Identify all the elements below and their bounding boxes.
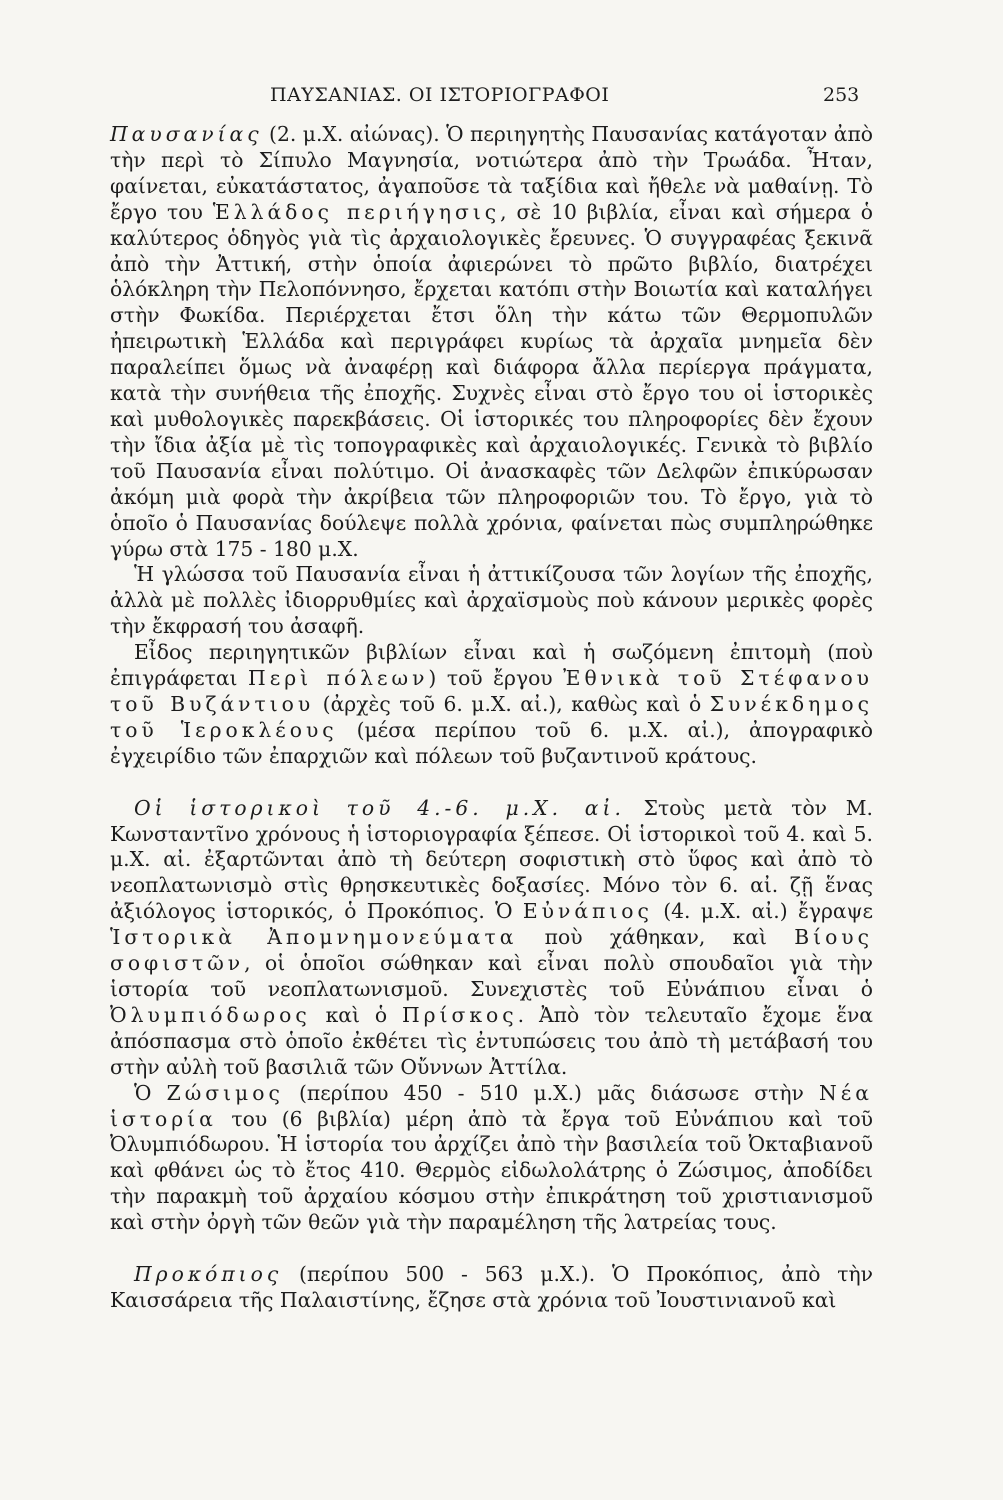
work-title: Νέα ἱστορία: [110, 1080, 873, 1131]
paragraph-pausanias: [110, 122, 873, 562]
author-name: Ὀλυμπιόδωρος: [110, 1002, 311, 1027]
text-run: ποὺ χάθηκαν, καὶ: [517, 925, 795, 950]
author-name: Πρίσκος: [401, 1002, 518, 1027]
body-text: [110, 122, 873, 1314]
text-run: του (6 βιβλία) μέρη ἀπὸ τὰ ἔργα τοῦ Εὐνάπιου καὶ τοῦ Ὀλυμπιόδωρου. Ἡ ἱστορία του ἀρχίζει ἀπὸ τὴν βασιλεία τοῦ Ὀκταβιανοῦ καὶ φθάνει ὡς τὸ ἔτος 410. Θερμὸς εἰδωλολάτρης ὁ Ζώσιμος, ἀποδίδει τὴν παρακμὴ τοῦ ἀρχαίου κόσμου στὴν ἐπικράτηση τοῦ χριστιανισμοῦ καὶ στὴν ὀργὴ τῶν θεῶν γιὰ τὴν παραμέληση τῆς λατρείας τους.: [110, 1106, 873, 1235]
text-run: (ἀρχὲς τοῦ 6. μ.Χ. αἰ.), καθὼς καὶ ὁ: [314, 691, 710, 716]
text-run: (2. μ.Χ. αἰώνας). Ὁ περιηγητὴς Παυσανίας κατάγοταν ἀπὸ τὴν περὶ τὸ Σίπυλο Μαγνησία, νοτιώτερα ἀπὸ τὴν Τρωάδα. Ἦταν, φαίνεται, εὐκατάστατος, ἀγαποῦσε τὰ ταξίδια καὶ ἤθελε νὰ μαθαίνῃ. Τὸ ἔργο του: [110, 122, 873, 224]
text-run: Ὁ: [134, 1080, 167, 1105]
paragraph-historians: [110, 796, 873, 1081]
text-run: . Ἀπὸ τὸν τελευταῖο ἔχομε ἕνα ἀπόσπασμα στὸ ὁποῖο ἐκθέτει τὶς ἐντυπώσεις του ἀπὸ τὴ μετάβασή του στὴν αὐλὴ τοῦ βασιλιᾶ τῶν Οὔννων Ἀττίλα.: [110, 1002, 873, 1079]
section-heading: Προκόπιος: [134, 1262, 283, 1287]
text-run: (4. μ.Χ. αἰ.) ἔγραψε: [652, 899, 873, 924]
paragraph-periegetic-books: [110, 640, 873, 770]
section-heading: Παυσανίας: [110, 122, 263, 146]
work-title: Ἱστορικὰ Ἀπομνημονεύματα: [110, 925, 518, 950]
text-run: Ἡ γλώσσα τοῦ Παυσανία εἶναι ἡ ἀττικίζουσα τῶν λογίων τῆς ἐποχῆς, ἀλλὰ μὲ πολλὲς ἰδιορρυθμίες καὶ ἀρχαϊσμοὺς ποὺ κάνουν μερικὲς φορὲς τὴν ἔκφρασή του ἀσαφῆ.: [110, 562, 873, 639]
work-title: Περὶ πόλεων: [248, 666, 429, 691]
work-title: Ἑλλάδος περιήγησις: [212, 199, 501, 224]
page-header: [0, 84, 1003, 114]
text-run: ) τοῦ ἔργου: [428, 666, 564, 691]
text-run: (περίπου 450 - 510 μ.Χ.) μᾶς διάσωσε στὴν: [283, 1080, 820, 1105]
text-run: (περίπου 500 - 563 μ.Χ.). Ὁ Προκόπιος, ἀπὸ τὴν Καισσάρεια τῆς Παλαιστίνης, ἔζησε στὰ χρόνια τοῦ Ἰουστινιανοῦ καὶ: [110, 1262, 873, 1312]
work-title: Βίους σοφιστῶν: [110, 925, 873, 976]
author-name: Εὐνάπιος: [522, 899, 653, 924]
paragraph-zosimus: [110, 1081, 873, 1236]
paragraph-language: [110, 562, 873, 640]
text-run: , οἱ ὁποῖοι σώθηκαν καὶ εἶναι πολὺ σπουδαῖοι γιὰ τὴν ἱστορία τοῦ νεοπλατωνισμοῦ. Συνεχιστὲς τοῦ Εὐνάπιου εἶναι ὁ: [110, 951, 873, 1001]
page-number: 253: [823, 84, 860, 106]
paragraph-procopius: [110, 1262, 873, 1314]
work-title: Ἐθνικὰ τοῦ Στέφανου τοῦ Βυζάντιου: [110, 666, 873, 716]
text-run: , σὲ 10 βιβλία, εἶναι καὶ σήμερα ὁ καλύτερος ὁδηγὸς γιὰ τὶς ἀρχαιολογικὲς ἔρευνες. Ὁ συγγραφέας ξεκινᾶ ἀπὸ τὴν Ἀττική, στὴν ὁποία ἀφιερώνει τὸ πρῶτο βιβλίο, διατρέχει ὁλόκληρη τὴν Πελοπόννησο, ἔρχεται κατόπι στὴν Βοιωτία καὶ καταλήγει στὴν Φωκίδα. Περιέρχεται ἔτσι ὅλη τὴν κάτω τῶν Θερμοπυλῶν ἠπειρωτικὴ Ἑλλάδα καὶ περιγράφει κυρίως τὰ ἀρχαῖα μνημεῖα δὲν παραλείπει ὅμως νὰ ἀναφέρῃ καὶ διάφορα ἄλλα περίεργα πράγματα, κατὰ τὴν συνήθεια τῆς ἐποχῆς. Συχνὲς εἶναι στὸ ἔργο του οἱ ἱστορικὲς καὶ μυθολογικὲς παρεκβάσεις. Οἱ ἱστορικές του πληροφορίες δὲν ἔχουν τὴν ἴδια ἀξία μὲ τὶς τοπογραφικὲς καὶ ἀρχαιολογικές. Γενικὰ τὸ βιβλίο τοῦ Παυσανία εἶναι πολύτιμο. Οἱ ἀνασκαφὲς τῶν Δελφῶν ἐπικύρωσαν ἀκόμη μιὰ φορὰ τὴν ἀκρίβεια τῶν πληροφοριῶν του. Τὸ ἔργο, γιὰ τὸ ὁποῖο ὁ Παυσανίας δούλεψε πολλὰ χρόνια, φαίνεται πὼς συμπληρώθηκε γύρω στὰ 175 - 180 μ.Χ.: [110, 199, 874, 561]
section-heading: Οἱ ἱστορικοὶ τοῦ 4.-6. μ.Χ. αἰ.: [134, 795, 625, 820]
author-name: Ζώσιμος: [166, 1080, 284, 1105]
text-run: καὶ ὁ: [310, 1002, 402, 1027]
text-run: Στοὺς μετὰ τὸν Μ. Κωνσταντῖνο χρόνους ἡ ἱστοριογραφία ξέπεσε. Οἱ ἱστορικοὶ τοῦ 4. καὶ 5. μ.Χ. αἰ. ἐξαρτῶνται ἀπὸ τὴ δεύτερη σοφιστικὴ στὸ ὕφος καὶ ἀπὸ τὸ νεοπλατωνισμὸ στὶς θρησκευτικὲς δοξασίες. Μόνο τὸν 6. αἰ. ζῇ ἕνας ἀξιόλογος ἱστορικός, ὁ Προκόπιος. Ὁ: [110, 795, 873, 924]
text-run: (μέσα περίπου τοῦ 6. μ.Χ. αἰ.), ἀπογραφικὸ ἐγχειρίδιο τῶν ἐπαρχιῶν καὶ πόλεων τοῦ βυζαντινοῦ κράτους.: [110, 717, 873, 768]
text-run: Εἶδος περιηγητικῶν βιβλίων εἶναι καὶ ἡ σωζόμενη ἐπιτομὴ (ποὺ ἐπιγράφεται: [110, 640, 873, 691]
work-title: Συνέκδημος τοῦ Ἱεροκλέους: [110, 691, 873, 742]
running-title: ΠΑΥΣΑΝΙΑΣ. ΟΙ ΙΣΤΟΡΙΟΓΡΑΦΟΙ: [270, 84, 610, 106]
